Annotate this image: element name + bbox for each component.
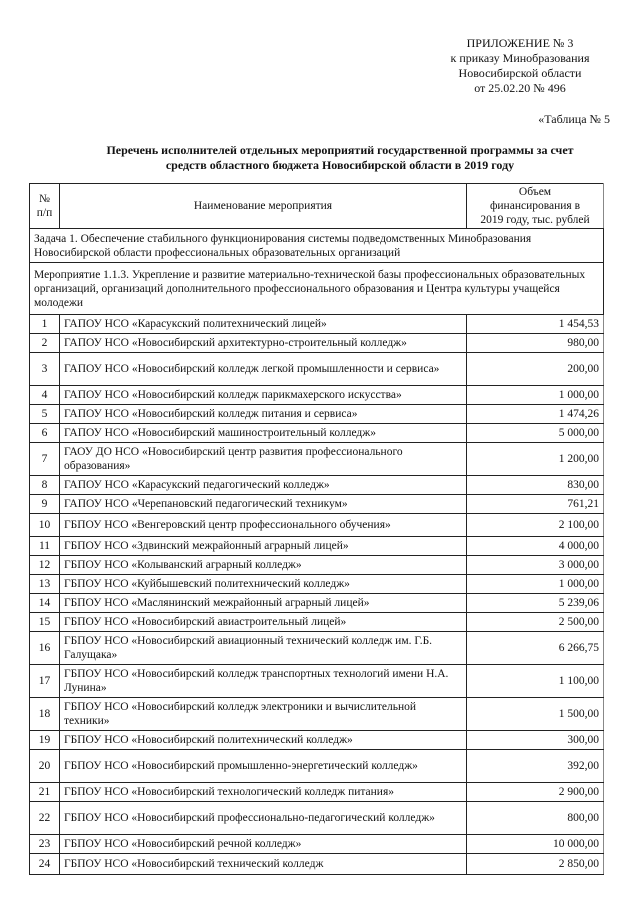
row-num: 9 bbox=[30, 495, 60, 514]
row-value: 5 000,00 bbox=[467, 424, 604, 443]
row-name: ГБПОУ НСО «Новосибирский профессионально-педагогический колледж» bbox=[60, 802, 467, 835]
row-value: 2 900,00 bbox=[467, 783, 604, 802]
table-row bbox=[30, 537, 604, 556]
table-row bbox=[30, 405, 604, 424]
row-name: ГБПОУ НСО «Новосибирский промышленно-энергетический колледж» bbox=[60, 750, 467, 783]
table-row bbox=[30, 514, 604, 537]
row-value: 1 200,00 bbox=[467, 443, 604, 476]
table-row bbox=[30, 698, 604, 731]
table-header-row bbox=[30, 184, 604, 229]
row-value: 3 000,00 bbox=[467, 556, 604, 575]
row-value: 830,00 bbox=[467, 476, 604, 495]
task-text: Задача 1. Обеспечение стабильного функционирования системы подведомственных Минобразования Новосибирской области профессиональных образовательных организаций bbox=[30, 229, 604, 263]
table-row bbox=[30, 731, 604, 750]
row-num: 16 bbox=[30, 632, 60, 665]
appendix-line: Новосибирской области bbox=[458, 66, 582, 80]
row-name: ГАОУ ДО НСО «Новосибирский центр развития профессионального образования» bbox=[60, 443, 467, 476]
row-value: 800,00 bbox=[467, 802, 604, 835]
row-num: 5 bbox=[30, 405, 60, 424]
table-row bbox=[30, 783, 604, 802]
row-name: ГАПОУ НСО «Новосибирский колледж парикмахерского искусства» bbox=[60, 386, 467, 405]
row-num: 14 bbox=[30, 594, 60, 613]
row-name: ГБПОУ НСО «Новосибирский политехнический колледж» bbox=[60, 731, 467, 750]
row-num: 15 bbox=[30, 613, 60, 632]
row-num: 20 bbox=[30, 750, 60, 783]
title-line: средств областного бюджета Новосибирской области в 2019 году bbox=[165, 158, 515, 172]
row-num: 24 bbox=[30, 854, 60, 875]
table-row bbox=[30, 594, 604, 613]
table-row bbox=[30, 443, 604, 476]
table-row bbox=[30, 750, 604, 783]
row-name: ГБПОУ НСО «Куйбышевский политехнический колледж» bbox=[60, 575, 467, 594]
header-num-line: п/п bbox=[36, 207, 53, 219]
row-value: 2 850,00 bbox=[467, 854, 604, 875]
row-num: 11 bbox=[30, 537, 60, 556]
row-value: 1 100,00 bbox=[467, 665, 604, 698]
row-value: 1 000,00 bbox=[467, 575, 604, 594]
row-num: 13 bbox=[30, 575, 60, 594]
row-name: ГАПОУ НСО «Новосибирский колледж питания и сервиса» bbox=[60, 405, 467, 424]
row-value: 761,21 bbox=[467, 495, 604, 514]
row-num: 19 bbox=[30, 731, 60, 750]
appendix-line: ПРИЛОЖЕНИЕ № 3 bbox=[466, 36, 574, 50]
row-num: 4 bbox=[30, 386, 60, 405]
header-value bbox=[467, 184, 604, 229]
table-row bbox=[30, 802, 604, 835]
row-num: 17 bbox=[30, 665, 60, 698]
row-num: 23 bbox=[30, 835, 60, 854]
row-value: 392,00 bbox=[467, 750, 604, 783]
row-value: 200,00 bbox=[467, 353, 604, 386]
appendix-block bbox=[420, 36, 620, 96]
table-row bbox=[30, 632, 604, 665]
row-num: 2 bbox=[30, 334, 60, 353]
row-value: 1 000,00 bbox=[467, 386, 604, 405]
row-num: 8 bbox=[30, 476, 60, 495]
event-row bbox=[30, 263, 604, 315]
table-row bbox=[30, 386, 604, 405]
row-num: 10 bbox=[30, 514, 60, 537]
row-value: 5 239,06 bbox=[467, 594, 604, 613]
table-row bbox=[30, 575, 604, 594]
row-value: 1 454,53 bbox=[467, 315, 604, 334]
table-row bbox=[30, 665, 604, 698]
table-row bbox=[30, 556, 604, 575]
table-reference: «Таблица № 5 bbox=[538, 112, 610, 126]
row-name: ГАПОУ НСО «Новосибирский колледж легкой промышленности и сервиса» bbox=[60, 353, 467, 386]
row-name: ГАПОУ НСО «Новосибирский машиностроительный колледж» bbox=[60, 424, 467, 443]
row-name: ГБПОУ НСО «Маслянинский межрайонный аграрный лицей» bbox=[60, 594, 467, 613]
table-row bbox=[30, 334, 604, 353]
row-name: ГБПОУ НСО «Новосибирский колледж транспортных технологий имени Н.А. Лунина» bbox=[60, 665, 467, 698]
task-row bbox=[30, 229, 604, 263]
row-num: 7 bbox=[30, 443, 60, 476]
header-value-line: финансирования в bbox=[489, 200, 581, 212]
row-num: 18 bbox=[30, 698, 60, 731]
row-name: ГБПОУ НСО «Здвинский межрайонный аграрный лицей» bbox=[60, 537, 467, 556]
appendix-line: от 25.02.20 № 496 bbox=[474, 81, 566, 95]
table-row bbox=[30, 353, 604, 386]
table-row bbox=[30, 613, 604, 632]
header-value-line: Объем bbox=[518, 186, 552, 198]
table-row bbox=[30, 854, 604, 875]
row-num: 6 bbox=[30, 424, 60, 443]
document-title bbox=[60, 143, 620, 173]
header-num-line: № bbox=[39, 193, 50, 205]
funding-table bbox=[29, 183, 604, 875]
row-name: ГБПОУ НСО «Венгеровский центр профессионального обучения» bbox=[60, 514, 467, 537]
row-value: 300,00 bbox=[467, 731, 604, 750]
row-name: ГБПОУ НСО «Новосибирский авиастроительный лицей» bbox=[60, 613, 467, 632]
row-name: ГАПОУ НСО «Черепановский педагогический техникум» bbox=[60, 495, 467, 514]
header-name: Наименование мероприятия bbox=[60, 184, 467, 229]
table-row bbox=[30, 835, 604, 854]
row-value: 2 500,00 bbox=[467, 613, 604, 632]
table-row bbox=[30, 424, 604, 443]
row-value: 10 000,00 bbox=[467, 835, 604, 854]
row-name: ГАПОУ НСО «Карасукский педагогический колледж» bbox=[60, 476, 467, 495]
row-name: ГАПОУ НСО «Карасукский политехнический лицей» bbox=[60, 315, 467, 334]
appendix-line: к приказу Минобразования bbox=[450, 51, 590, 65]
row-name: ГБПОУ НСО «Новосибирский колледж электроники и вычислительной техники» bbox=[60, 698, 467, 731]
row-value: 2 100,00 bbox=[467, 514, 604, 537]
table-row bbox=[30, 495, 604, 514]
row-num: 1 bbox=[30, 315, 60, 334]
row-value: 1 500,00 bbox=[467, 698, 604, 731]
row-num: 22 bbox=[30, 802, 60, 835]
header-value-line: 2019 году, тыс. рублей bbox=[480, 214, 590, 226]
row-value: 4 000,00 bbox=[467, 537, 604, 556]
row-value: 6 266,75 bbox=[467, 632, 604, 665]
table-row bbox=[30, 476, 604, 495]
table-row bbox=[30, 315, 604, 334]
row-name: ГАПОУ НСО «Новосибирский архитектурно-строительный колледж» bbox=[60, 334, 467, 353]
row-value: 980,00 bbox=[467, 334, 604, 353]
row-num: 21 bbox=[30, 783, 60, 802]
title-line: Перечень исполнителей отдельных мероприятий государственной программы за счет bbox=[106, 143, 574, 157]
header-num bbox=[30, 184, 60, 229]
row-name: ГБПОУ НСО «Новосибирский технический колледж bbox=[60, 854, 467, 875]
row-value: 1 474,26 bbox=[467, 405, 604, 424]
row-name: ГБПОУ НСО «Колыванский аграрный колледж» bbox=[60, 556, 467, 575]
row-name: ГБПОУ НСО «Новосибирский авиационный технический колледж им. Г.Б. Галущака» bbox=[60, 632, 467, 665]
event-text: Мероприятие 1.1.3. Укрепление и развитие материально-технической базы профессиональных образовательных организаций, организаций дополнительного профессионального образования и Центра культуры учащейся молодежи bbox=[30, 263, 604, 315]
row-name: ГБПОУ НСО «Новосибирский технологический колледж питания» bbox=[60, 783, 467, 802]
row-num: 3 bbox=[30, 353, 60, 386]
row-num: 12 bbox=[30, 556, 60, 575]
row-name: ГБПОУ НСО «Новосибирский речной колледж» bbox=[60, 835, 467, 854]
